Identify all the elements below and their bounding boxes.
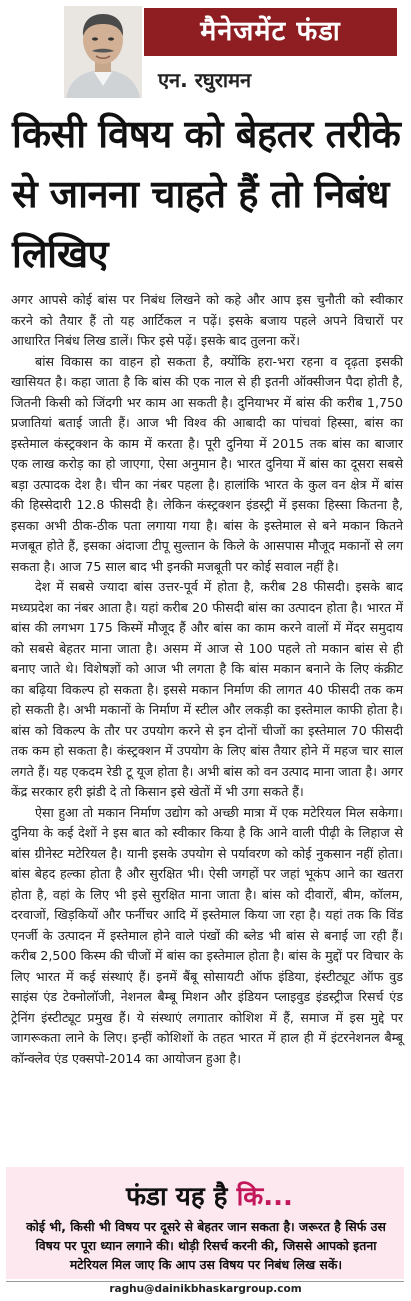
article-paragraph: बांस विकास का वाहन हो सकता है, क्योंकि हरा-भरा रहना व दृढ़ता इसकी खासियत है। कहा जाता है कि बांस की एक नाल से ही इतनी ऑक्सीजन पैदा होती है, जितनी किसी को जिंदगी भर काम आ सकती है। दुनियाभर में बांस की करीब 1,750 प्रजातियां बताई जाती हैं। आज भी विश्व की आबादी का पांचवां हिस्सा, बांस का इस्तेमाल कंस्ट्रक्शन के काम में करता है। पूरी दुनिया में 2015 तक बांस का बाजार एक लाख करोड़ का हो जाएगा, ऐसा अनुमान है। भारत दुनिया में बांस का दूसरा सबसे बड़ा उत्पादक देश है। चीन का नंबर पहला है। हालांकि भारत के कुल वन क्षेत्र में बांस की हिस्सेदारी 12.8 फीसदी है। लेकिन कंस्ट्रक्शन इंडस्ट्री में इसका हिस्सा कितना है, इसका अभी ठीक-ठीक पता लगाया गया है। बांस के इस्तेमाल से बने मकान कितने मजबूत होते हैं, इसका अंदाजा टीपू सुल्तान के किले के आसपास मौजूद मकानों से लग सकता है। आज 75 साल बाद भी इनकी मजबूती पर कोई सवाल नहीं है। (11, 353, 403, 574)
fanda-box (6, 1167, 404, 1279)
article-paragraph: देश में सबसे ज्यादा बांस उत्तर-पूर्व में होता है, करीब 28 फीसदी। इसके बाद मध्यप्रदेश का नंबर आता है। यहां करीब 20 फीसदी बांस का उत्पादन होता है। भारत में बांस की लगभग 175 किस्में मौजूद हैं और बांस का काम करने वालों में मेंदर समुदाय को सबसे बेहतर माना जाता है। असम में आज से 100 पहले तो मकान बांस से ही बनाए जाते थे। विशेषज्ञों को आज भी लगता है कि बांस मकान बनाने के लिए कंक्रीट का बढ़िया विकल्प हो सकता है। इससे मकान निर्माण की लागत 40 फीसदी तक कम हो सकती है। अभी मकानों के निर्माण में स्टील और लकड़ी का इस्तेमाल काफी होता है। बांस को विकल्प के तौर पर उपयोग करने से इन दोनों चीजों का इस्तेमाल 70 फीसदी तक कम हो सकता है। कंस्ट्रक्शन में उपयोग के लिए बांस तैयार होने में महज चार साल लगते हैं। यह एकदम रेडी टू यूज होता है। अभी बांस को वन उत्पाद माना जाता है। अगर केंद्र सरकार हरी झंडी दे तो किसान इसे खेतों में भी उगा सकते हैं। (11, 579, 403, 799)
article-body (11, 290, 403, 1069)
divider (6, 1281, 404, 1282)
fanda-title (126, 1177, 293, 1213)
column-title-banner: मैनेजमेंट फंडा (144, 8, 397, 56)
author-photo (64, 6, 142, 98)
article-paragraph: ऐसा हुआ तो मकान निर्माण उद्योग को अच्छी मात्रा में एक मटेरियल मिल सकेगा। दुनिया के कई देशों ने इस बात को स्वीकार किया है कि आने वाली पीढ़ी के लिहाज से बांस ग्रीनेस्ट मटेरियल है। यानी इसके उपयोग से पर्यावरण को कोई नुकसान नहीं होता। बांस बेहद हल्का होता है और सुरक्षित भी। ऐसी जगहों पर जहां भूकंप आने का खतरा होता है, वहां के लिए भी इसे सुरक्षित माना जाता है। बांस को दीवारों, बीम, कॉलम, दरवाजों, खिड़कियों और फर्नीचर आदि में इस्तेमाल किया जा रहा है। यहां तक कि विंड एनर्जी के उत्पादन में इस्तेमाल होने वाले पंखों की ब्लेड भी बांस से बनाई जा रही हैं। करीब 2,500 किस्म की चीजों में बांस का इस्तेमाल होता है। बांस के मुद्दों पर विचार के लिए भारत में कई संस्थाएं हैं। इनमें बैंबू सोसायटी ऑफ इंडिया, इंस्टीट्यूट ऑफ वुड साइंस एंड टेक्नोलॉजी, नेशनल बैम्बू मिशन और इंडियन प्लाइवुड इंडस्ट्रीज रिसर्च एंड ट्रेनिंग इंस्टीट्यूट प्रमुख हैं। ये संस्थाएं लगातार कोशिश में हैं, समाज में इस मुद्दे पर जागरूकता लाने के लिए। इन्हीं कोशिशों के तहत भारत में हाल ही में इंटरनेशनल बैम्बू कॉन्क्लेव एंड एक्सपो-2014 का आयोजन हुआ है। (11, 804, 403, 1066)
fanda-text: कोई भी, किसी भी विषय पर दूसरे से बेहतर जान सकता है। जरूरत है सिर्फ उस विषय पर पूरा ध्यान लगाने की। थोड़ी रिसर्च करनी की, जिससे आपको इतना मटेरियल मिल जाए कि आप उस विषय पर निबंध लिख सकें। (26, 1219, 386, 1272)
fanda-title-main: फंडा यह है (126, 1182, 228, 1212)
author-portrait-image (64, 6, 142, 98)
headline: किसी विषय को बेहतर तरीके से जानना चाहते हैं तो निबंध लिखिए (12, 112, 401, 276)
author-byline: एन. रघुरामन (158, 68, 252, 92)
article-paragraph: अगर आपसे कोई बांस पर निबंध लिखने को कहे और आप इस चुनौती को स्वीकार करने को तैयार हैं तो यह आर्टिकल न पढ़ें। इसके बजाय पहले अपने विचारों पर आधारित निबंध लिख डालें। फिर इसे पढ़ें। इसके बाद तुलना करें। (11, 292, 403, 348)
author-email: raghu@dainikbhaskargroup.com (109, 1283, 302, 1295)
fanda-title-accent: कि... (236, 1182, 293, 1212)
